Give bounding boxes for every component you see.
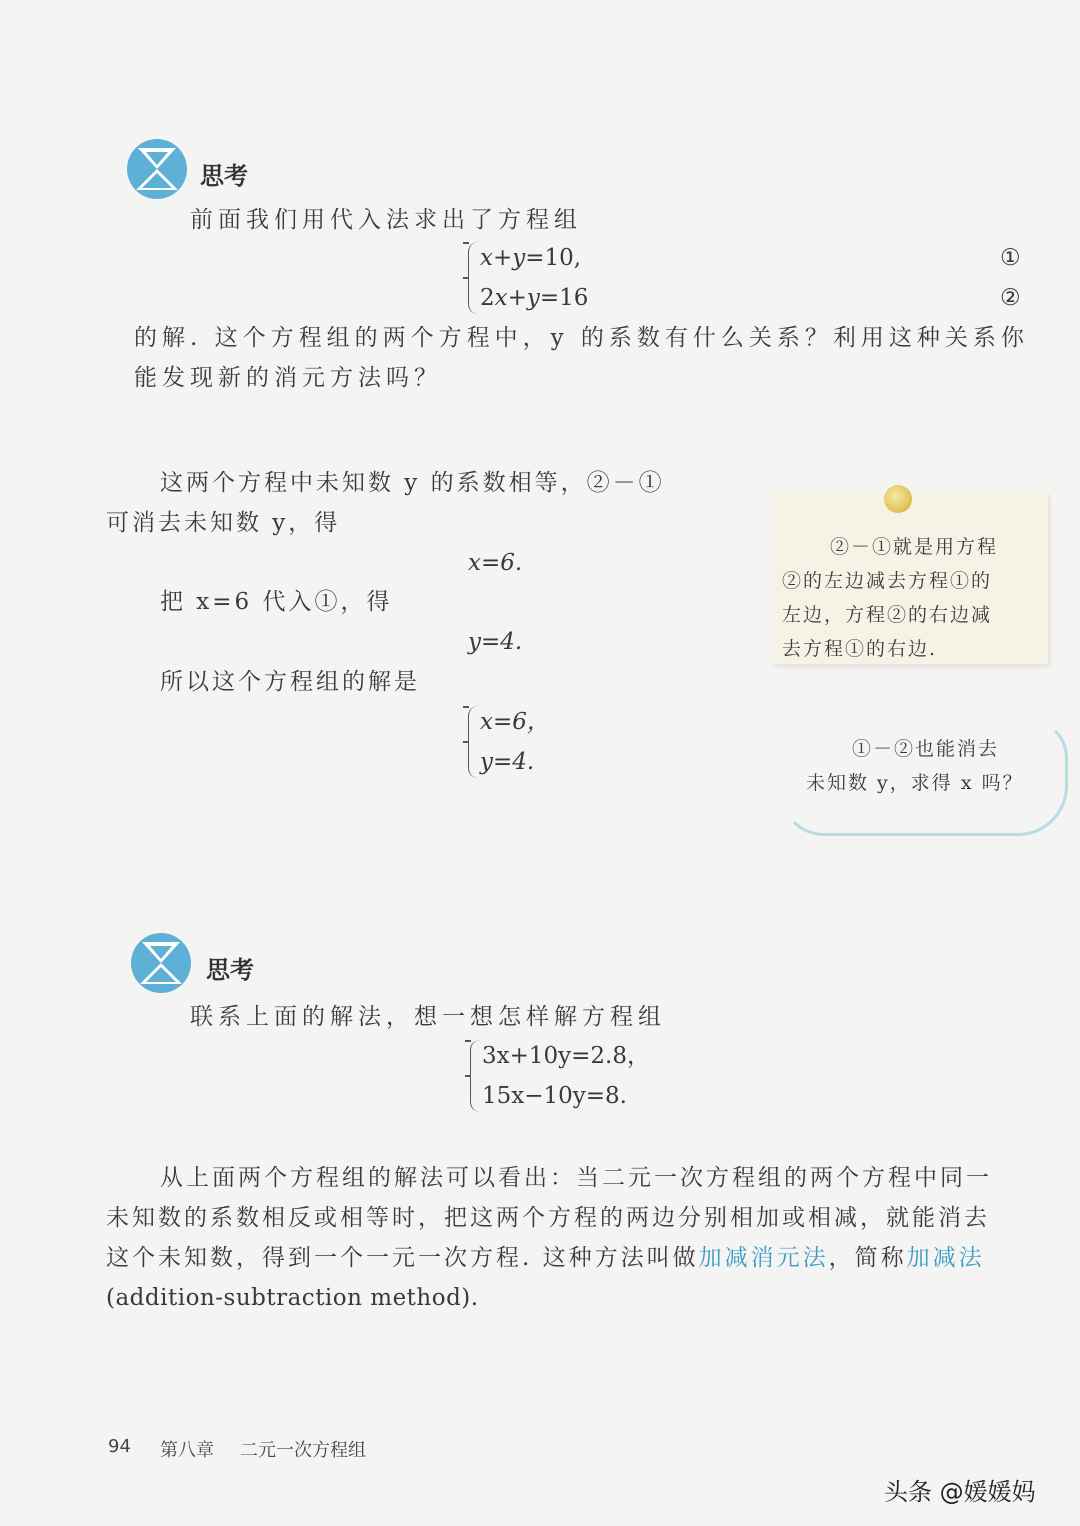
note-line1: ②－①就是用方程 [830,536,999,558]
think-title: 思考 [200,162,248,190]
side-note [772,492,1048,664]
solution-line1: 这两个方程中未知数 y 的系数相等，②－① [160,470,665,496]
pin-icon [884,485,912,513]
watermark: 头条 @媛媛妈 [884,1478,1036,1506]
equation-system-1: x+y=10, 2x+y=16 [468,238,588,318]
equation-number-1: ① [1000,245,1021,271]
think-intro: 前面我们用代入法求出了方程组 [190,207,582,233]
think-question-line1: 的解. 这个方程组的两个方程中，y 的系数有什么关系？利用这种关系你 [134,325,1029,351]
note-line4: 去方程①的右边. [782,638,938,660]
chapter-title: 二元一次方程组 [240,1440,366,1461]
summary-line1: 从上面两个方程组的解法可以看出：当二元一次方程组的两个方程中同一 [160,1165,992,1191]
summary-line4: (addition-subtraction method). [106,1285,479,1311]
solution-line4: 所以这个方程组的解是 [160,669,420,695]
solution-line3: 把 x=6 代入①，得 [160,589,393,615]
note-line3: 左边，方程②的右边减 [782,604,993,626]
note-line2: ②的左边减去方程①的 [782,570,993,592]
term-addition-subtraction-elimination: 加减消元法 [698,1245,829,1271]
solution-line2: 可消去未知数 y，得 [106,510,341,536]
solution-system: x=6， y=4. [468,702,550,782]
equation-system-2: 3x+10y=2.8， 15x−10y=8. [470,1036,650,1116]
equation-number-2: ② [1000,285,1021,311]
think-title-2: 思考 [206,956,254,984]
cloud-line1: ①－②也能消去 [852,738,1000,760]
cloud-line2: 未知数 y，求得 x 吗？ [806,772,1024,794]
think-icon [126,138,188,200]
summary-line2: 未知数的系数相反或相等时，把这两个方程的两边分别相加或相减，就能消去 [106,1205,990,1231]
think2-intro: 联系上面的解法，想一想怎样解方程组 [190,1004,666,1030]
page-number: 94 [108,1436,131,1457]
solution-result-x: x=6. [468,550,523,576]
solution-result-y: y=4. [468,629,523,655]
term-addition-subtraction: 加减法 [906,1245,985,1271]
think-question-line2: 能发现新的消元方法吗？ [134,365,442,391]
think-icon [130,932,192,994]
summary-line3: 这个未知数，得到一个一元一次方程. 这种方法叫做加减消元法，简称加减法 [106,1245,985,1271]
chapter-label: 第八章 [160,1440,214,1461]
